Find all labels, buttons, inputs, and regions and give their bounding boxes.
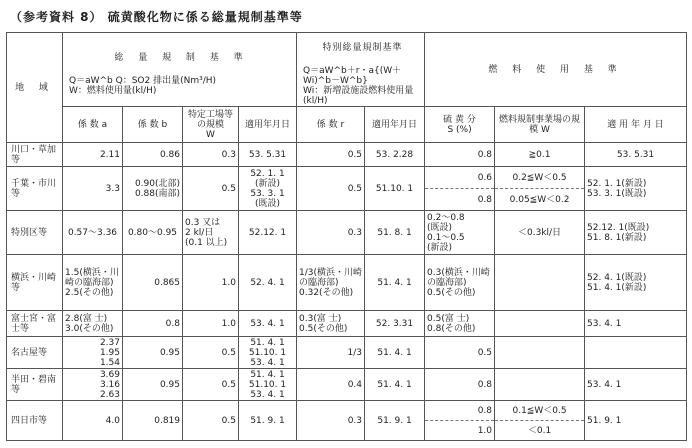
coef-a-cell: 4.0 (63, 401, 123, 441)
total-title: 総 量 規 制 基 準 (114, 53, 249, 63)
sulfur-cell: 0.3(横浜・川崎の臨海部) 0.5(その他) (425, 255, 495, 311)
sulfur-cell: 0.8 (425, 143, 495, 167)
fuel-scale-cell: ≧0.1 (495, 143, 585, 167)
region-cell: 千葉・市川等 (7, 167, 63, 211)
fuel-scale-cell (495, 369, 585, 401)
date3-cell: 53. 5.31 (585, 143, 687, 167)
table-row (7, 337, 687, 369)
sulfur-cell: 0.5(富 士) 0.8(その他) (425, 311, 495, 337)
coef-r-cell: 0.5 (297, 167, 365, 211)
coef-b-cell: 0.865 (123, 255, 183, 311)
region-cell: 富士宮・富士等 (7, 311, 63, 337)
fuel-scale-cell: 0.1≦W＜0.5 (495, 401, 585, 421)
coef-r-cell: 0.5 (297, 143, 365, 167)
region-cell: 特別区等 (7, 211, 63, 255)
date-cell: 52. 1. 1 (新設) 53. 3. 1 (既設) (239, 167, 297, 211)
date3-cell: 53. 4. 1 (585, 311, 687, 337)
page-title: （参考資料 8） 硫黄酸化物に係る総量規制基準等 (10, 10, 303, 24)
header-date3: 適 用 年 月 日 (585, 107, 687, 143)
coef-r-cell: 1/3(横浜・川崎の臨海部) 0.32(その他) (297, 255, 365, 311)
header-total-regulation (63, 33, 297, 107)
header-scale: 特定工場等の規模 W (183, 107, 239, 143)
date2-cell: 51. 4. 1 (365, 337, 425, 369)
region-cell: 半田・碧南等 (7, 369, 63, 401)
coef-b-cell: 0.95 (123, 337, 183, 369)
date2-cell: 51.10. 1 (365, 167, 425, 211)
fuel-scale-cell: ＜0.1 (495, 421, 585, 441)
fuel-scale-cell (495, 311, 585, 337)
date-cell: 52.12. 1 (239, 211, 297, 255)
sulfur-cell: 1.0 (425, 421, 495, 441)
date-cell: 53. 4. 1 (239, 311, 297, 337)
region-cell: 川口・草加等 (7, 143, 63, 167)
fuel-scale-cell: 0.05≦W＜0.2 (495, 189, 585, 211)
sulfur-cell: 0.8 (425, 189, 495, 211)
coef-r-cell: 0.3(富 士) 0.5(その他) (297, 311, 365, 337)
region-cell: 名古屋等 (7, 337, 63, 369)
coef-b-cell: 0.95 (123, 369, 183, 401)
coef-a-cell: 2.11 (63, 143, 123, 167)
table-row (7, 311, 687, 337)
region-cell: 横浜・川崎等 (7, 255, 63, 311)
total-formula: Q＝aW^b Q：SO2 排出量(Nm³/H) W：燃料使用量(kl/H) (69, 76, 217, 96)
table-row (7, 255, 687, 311)
fuel-scale-cell: 0.2≦W＜0.5 (495, 167, 585, 189)
date2-cell: 51. 4. 1 (365, 369, 425, 401)
date-cell: 52. 4. 1 (239, 255, 297, 311)
fuel-scale-cell (495, 337, 585, 369)
date3-cell (585, 337, 687, 369)
coef-a-cell: 0.57～3.36 (63, 211, 123, 255)
coef-a-cell: 1.5(横浜・川崎の臨海部) 2.5(その他) (63, 255, 123, 311)
date3-cell: 53. 4. 1 (585, 369, 687, 401)
coef-b-cell: 0.86 (123, 143, 183, 167)
header-coef-b: 係 数 b (123, 107, 183, 143)
table-row (7, 143, 687, 167)
date-cell: 51. 9. 1 (239, 401, 297, 441)
sulfur-cell: 0.2～0.8 (既設) 0.1～0.5 (新設) (425, 211, 495, 255)
coef-b-cell: 0.80～0.95 (123, 211, 183, 255)
date-cell: 51. 4. 1 51.10. 1 53. 4. 1 (239, 369, 297, 401)
date-cell: 53. 5.31 (239, 143, 297, 167)
header-fuel-standard: 燃 料 使 用 基 準 (425, 33, 687, 107)
coef-b-cell: 0.8 (123, 311, 183, 337)
fuel-scale-cell: ＜0.3kl/日 (495, 211, 585, 255)
header-coef-r: 係 数 r (297, 107, 365, 143)
special-formula: Q＝aW^b＋r・a{(W＋Wi)^b－W^b} Wi：新増設施設燃料使用量(kl/H) (303, 66, 414, 106)
table-row (7, 167, 687, 189)
sulfur-cell: 0.8 (425, 401, 495, 421)
coef-a-cell: 2.8(富 士) 3.0(その他) (63, 311, 123, 337)
coef-r-cell: 0.3 (297, 401, 365, 441)
coef-a-cell: 2.37 1.95 1.54 (63, 337, 123, 369)
coef-a-cell: 3.3 (63, 167, 123, 211)
header-sulfur: 硫 黄 分 S (%) (425, 107, 495, 143)
date2-cell: 51. 9. 1 (365, 401, 425, 441)
coef-r-cell: 0.4 (297, 369, 365, 401)
scale-cell: 0.5 (183, 369, 239, 401)
sulfur-cell: 0.8 (425, 369, 495, 401)
date2-cell: 52. 3.31 (365, 311, 425, 337)
scale-cell: 0.3 又は 2 kl/日 (0.1 以上) (183, 211, 239, 255)
header-region: 地 域 (7, 33, 63, 143)
scale-cell: 1.0 (183, 311, 239, 337)
scale-cell: 0.5 (183, 401, 239, 441)
coef-r-cell: 0.3 (297, 211, 365, 255)
date2-cell: 53. 2.28 (365, 143, 425, 167)
header-date: 適用年月日 (239, 107, 297, 143)
header-fuel-scale: 燃料規制事業場の規模 W (495, 107, 585, 143)
header-special-regulation (297, 33, 425, 107)
coef-b-cell: 0.90(北部) 0.88(南部) (123, 167, 183, 211)
date3-cell: 52.12. 1(既設) 51. 8. 1(新設) (585, 211, 687, 255)
scale-cell: 0.5 (183, 167, 239, 211)
table-row (7, 401, 687, 421)
date2-cell: 51. 4. 1 (365, 255, 425, 311)
scale-cell: 0.3 (183, 143, 239, 167)
date3-cell: 52. 1. 1(新設) 53. 3. 1(既設) (585, 167, 687, 211)
fuel-scale-cell (495, 255, 585, 311)
date-cell: 51. 4. 1 51.10. 1 53. 4. 1 (239, 337, 297, 369)
header-date2: 適用年月日 (365, 107, 425, 143)
date3-cell: 52. 4. 1(既設) 51. 4. 1(新設) (585, 255, 687, 311)
sulfur-cell: 0.6 (425, 167, 495, 189)
scale-cell: 0.5 (183, 337, 239, 369)
header-coef-a: 係 数 a (63, 107, 123, 143)
table-row (7, 369, 687, 401)
date2-cell: 51. 8. 1 (365, 211, 425, 255)
scale-cell: 1.0 (183, 255, 239, 311)
regulation-table (6, 32, 687, 441)
table-row (7, 211, 687, 255)
coef-a-cell: 3.69 3.16 2.63 (63, 369, 123, 401)
coef-r-cell: 1/3 (297, 337, 365, 369)
date3-cell: 51. 9. 1 (585, 401, 687, 441)
sulfur-cell: 0.5 (425, 337, 495, 369)
region-cell: 四日市等 (7, 401, 63, 441)
coef-b-cell: 0.819 (123, 401, 183, 441)
special-title: 特別総量規制基準 (322, 43, 403, 53)
